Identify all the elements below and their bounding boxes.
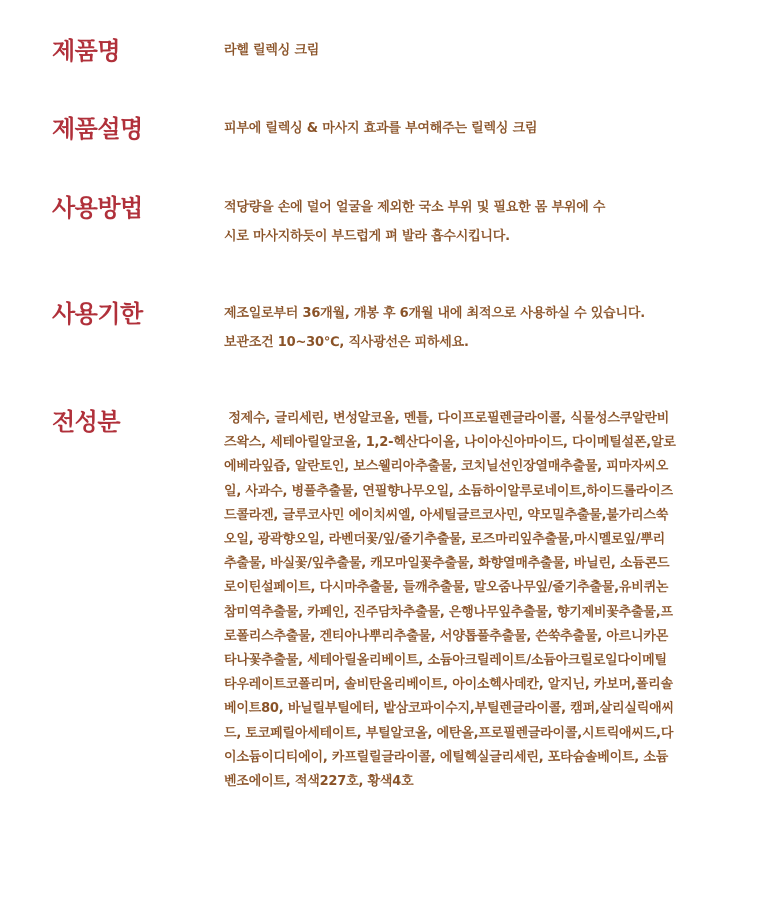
usage-method-value: 적당량을 손에 덜어 얼굴을 제외한 국소 부위 및 필요한 몸 부위에 수 시로 마사지하듯이 부드럽게 펴 발라 흡수시킵니다. — [224, 200, 606, 244]
product-description-label: 제품설명 — [52, 115, 143, 143]
product-name-label: 제품명 — [52, 37, 121, 65]
ingredients-label: 전성분 — [52, 408, 121, 436]
expiry-label: 사용기한 — [52, 300, 143, 328]
ingredients-value: 정제수, 글리세린, 변성알코올, 멘틀, 다이프로필렌글라이콜, 식물성스쿠알란비 즈왁스, 세테아릴알코올, 1,2-헥산다이올, 나이아신아마이드, 다이메틸설폰,알로 에베라잎즙, 알란토인, 보스웰리아추출물, 코치닐선인장열매추출물, 피마자씨오 일, 사과수, 병풀추출물, 연필향나무오일, 소듐하이알루로네이트,하이드롤라이즈 드콜라겐, 글루코사민 에이치씨엘, 아세틸글르코사민, 약모밀추출물,불가리스쑥 오일, 광곽향오일, 라벤더꽃/잎/줄기추출물, 로즈마리잎추출물,마시멜로잎/뿌리 추출물, 바실꽃/잎추출물, 캐모마일꽃추출물, 화향열매추출물, 바닐린, 소듐콘드 로이틴설페이트, 다시마추출물, 들깨추출물, 말오줌나무잎/줄기추출물,유비퀴논 참미역추출물, 카페인, 진주담차추출물, 은행나무잎추출물, 향기제비꽃추출물,프 로폴리스추출물, 겐티아나뿌리추출물, 서양톱풀추출물, 쓴쑥추출물, 아르니카몬 타나꽃추출물, 세테아릴올리베이트, 소듐아크릴레이트/소듐아크릴로일다이메틸 타우레이트코폴리머, 솔비탄올리베이트, 아이소헥사데칸, 알지닌, 카보머,폴리솔 베이트80, 바닐릴부틸에터, 밭삼코파이수지,부틸렌글라이콜, 캠퍼,살리실릭애씨 드, 토코페릴아세테이트, 부틸알코올, 에탄올,프로필렌글라이콜,시트릭애씨드,다 이소듐이디티에이, 카프릴릴글라이콜, 에틸헥실글리세린, 포타슘솔베이트, 소듐 벤조에이트, 적색227호, 황색4호 — [224, 411, 676, 790]
usage-method-label: 사용방법 — [52, 194, 143, 222]
expiry-value: 제조일로부터 36개월, 개봉 후 6개월 내에 최적으로 사용하실 수 있습니다. 보관조건 10~30℃, 직사광선은 피하세요. — [224, 306, 645, 350]
product-description-value: 피부에 릴렉싱 & 마사지 효과를 부여해주는 릴렉싱 크림 — [224, 121, 538, 136]
product-name-value: 라헬 릴렉싱 크림 — [224, 43, 320, 58]
